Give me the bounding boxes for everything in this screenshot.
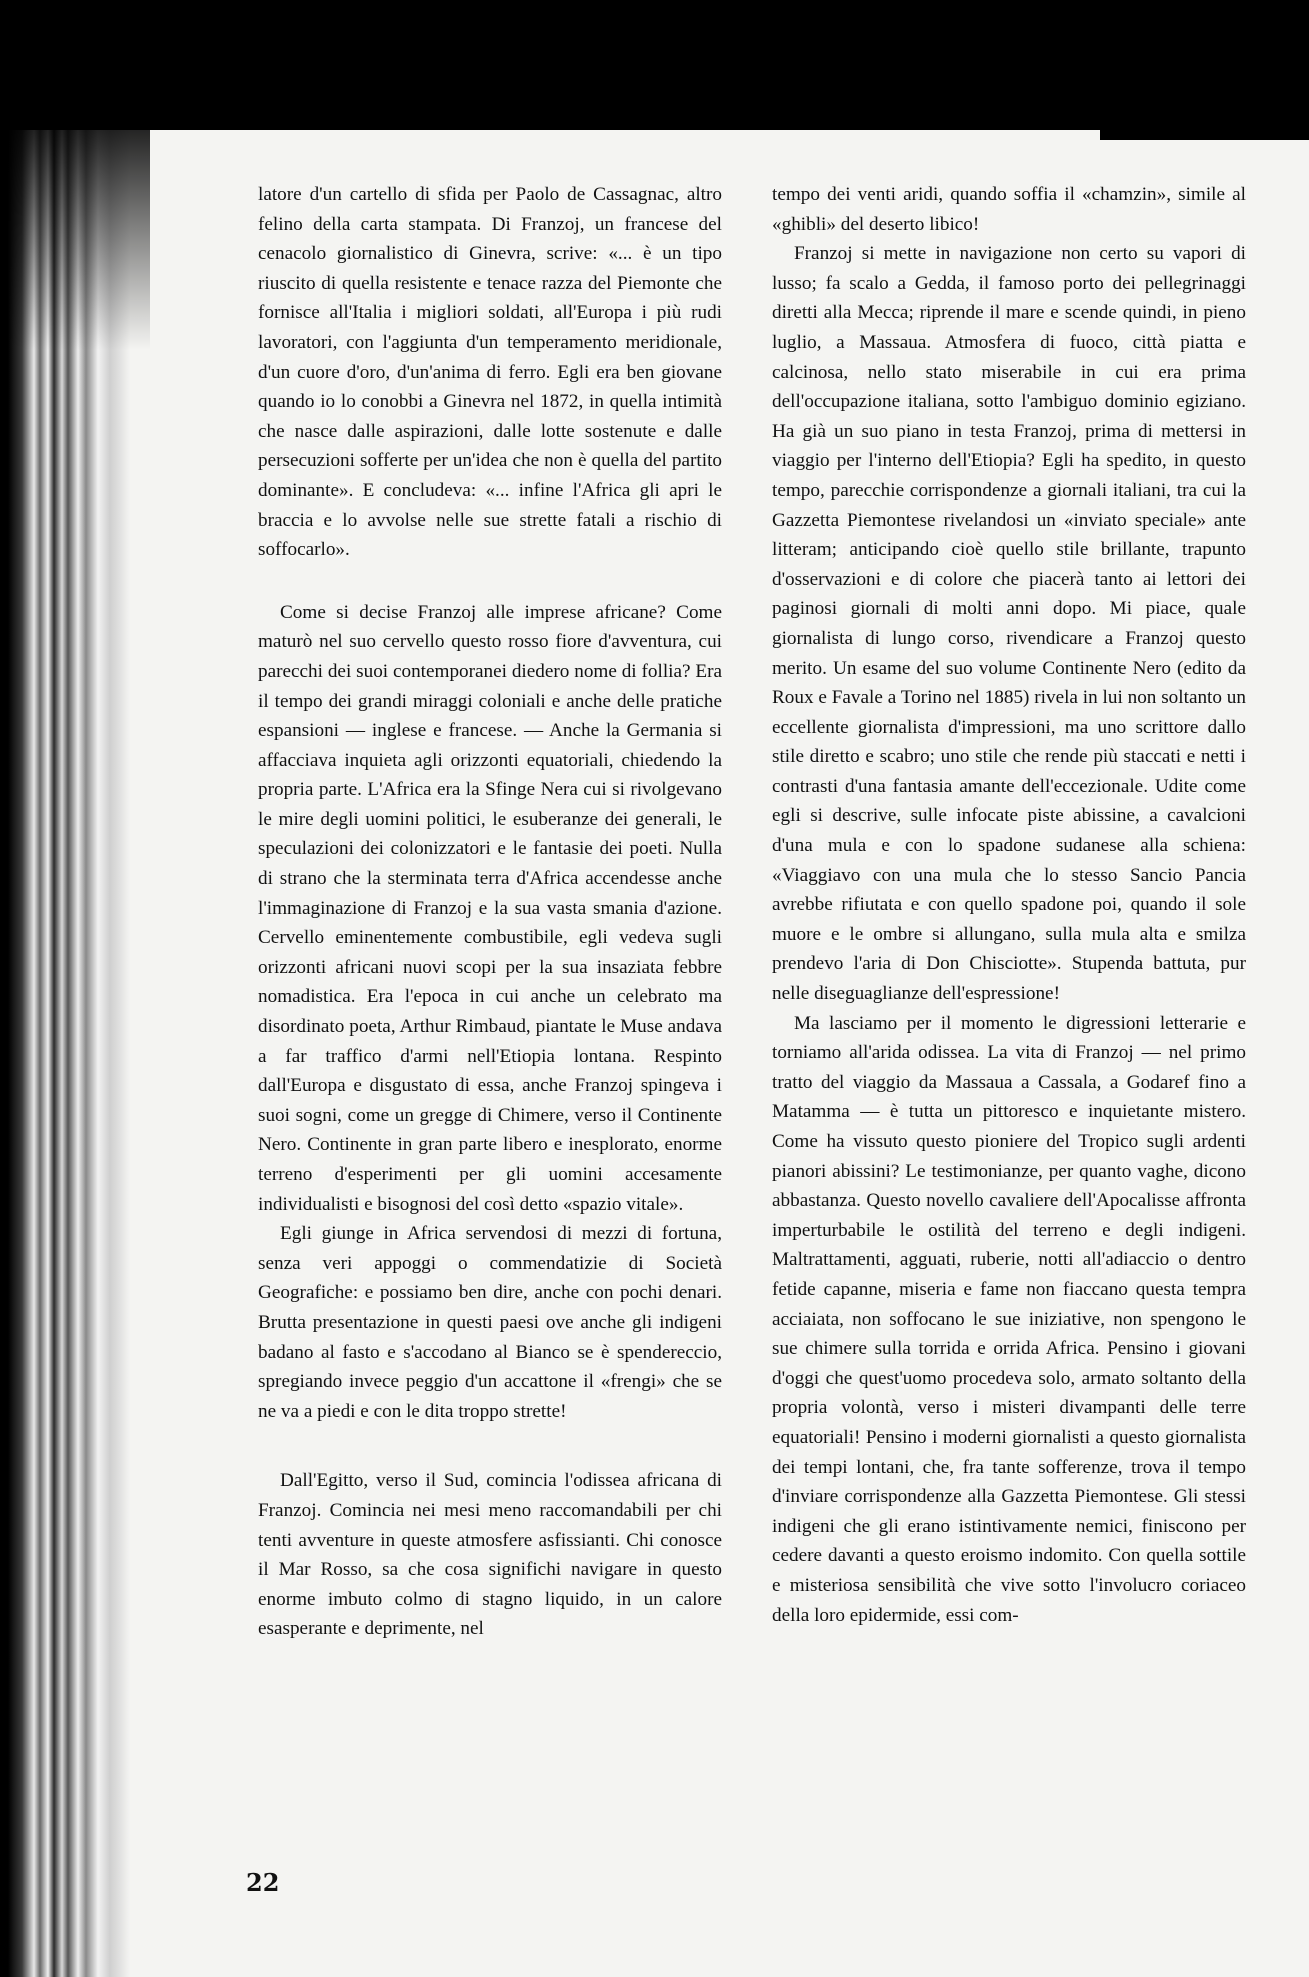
book-gutter [0,130,130,1977]
paragraph: tempo dei venti aridi, quando soffia il «chamzin», simile al «ghibli» del deserto libico! [772,184,1246,235]
paragraph: Dall'Egitto, verso il Sud, comincia l'odissea africana di Franzoj. Comincia nei mesi meno raccomandabili per chi tenti avventure in queste atmosfere asfissianti. Chi conosce il Mar Rosso, sa che cosa significhi navigare in questo enorme imbuto colmo di stagno liquido, in un calore esasperante e deprimente, nel [258,1470,722,1640]
paragraph: Franzoj si mette in navigazione non certo su vapori di lusso; fa scalo a Gedda, il famoso porto dei pellegrinaggi diretti alla Mecca; riprende il mare e scende quindi, in pieno luglio, a Massaua. Atmosfera di fuoco, città piatta e calcinosa, nello stato miserabile in cui era prima dell'occupazione italiana, sotto l'ambiguo dominio egiziano. Ha già un suo piano in testa Franzoj, prima di mettersi in viaggio per l'interno dell'Etiopia? Egli ha spedito, in questo tempo, parecchie corrispondenze a giornali italiani, tra cui la Gazzetta Piemontese rivelandosi un «inviato speciale» ante litteram; anticipando cioè quello stile brillante, trapunto d'osservazioni e di colore che piacerà tanto ai lettori dei paginosi giornali di molti anni dopo. Mi piace, quale giornalista di lungo corso, rivendicare a Franzoj questo merito. Un esame del suo volume Continente Nero (edito da Roux e Favale a Torino nel 1885) rivela in lui non soltanto un eccellente giornalista d'impressioni, ma uno scrittore dallo stile diretto e scabro; uno stile che rende più staccati e netti i contrasti d'una fantasia amante dell'eccezionale. Udite come egli si descrive, sulle infocate piste abissine, a cavalcioni d'una mula e con lo spadone sudanese alla schiena: «Viaggiavo con una mula che lo stesso Sancio Pancia avrebbe rifiutata e con quello spadone poi, quando il sole muore e le ombre si allungano, sulla mula alta e smilza prendevo l'aria di Don Chisciotte». Stupenda battuta, pur nelle diseguaglianze dell'espressione! [772,243,1246,1005]
left-column [258,180,722,1644]
paragraph: latore d'un cartello di sfida per Paolo de Cassagnac, altro felino della carta stampata. Di Franzoj, un francese del cenacolo giornalistico di Ginevra, scrive: «... è un tipo riuscito di quella resistente e tenace razza del Piemonte che fornisce all'Italia i migliori soldati, all'Europa i più rudi lavoratori, con l'aggiunta d'un temperamento meridionale, d'un cuore d'oro, d'un'anima di ferro. Egli era ben giovane quando io lo conobbi a Ginevra nel 1872, in quella intimità che nasce dalle aspirazioni, dalle lotte sostenute e dalle persecuzioni sofferte per un'idea che non è quella del partito dominante». E concludeva: «... infine l'Africa gli apri le braccia e lo avvolse nelle sue strette fatali a rischio di soffocarlo». [258,184,722,561]
scan-background [1100,0,1309,140]
paragraph: Come si decise Franzoj alle imprese africane? Come maturò nel suo cervello questo rosso fiore d'avventura, cui parecchi dei suoi contemporanei diedero nome di follia? Era il tempo dei grandi miraggi coloniali e anche delle pratiche espansioni — inglese e francese. — Anche la Germania si affacciava inquieta agli orizzonti equatoriali, chiedendo la propria parte. L'Africa era la Sfinge Nera cui si rivolgevano le mire degli uomini politici, le esuberanze dei generali, le speculazioni dei colonizzatori e le fantasie dei poeti. Nulla di strano che la sterminata terra d'Africa accendesse anche l'immaginazione di Franzoj e la sua vasta smania d'azione. Cervello eminentemente combustibile, egli vedeva sugli orizzonti africani nuovi scopi per la sua insaziata febbre nomadistica. Era l'epoca in cui anche un celebrato ma disordinato poeta, Arthur Rimbaud, piantate le Muse andava a far traffico d'armi nell'Etiopia lontana. Respinto dall'Europa e disgustato di essa, anche Franzoj spingeva i suoi sogni, come un gregge di Chimere, verso il Continente Nero. Continente in gran parte libero e inesplorato, enorme terreno d'esperimenti per gli uomini accesamente individualisti e bisognosi del così detto «spazio vitale». [258,601,722,1215]
page-number: 22 [246,1868,280,1897]
paragraph: Ma lasciamo per il momento le digressioni letterarie e torniamo all'arida odissea. La vita di Franzoj — nel primo tratto del viaggio da Massaua a Cassala, a Godaref fino a Matamma — è tutta un pittoresco e inquietante mistero. Come ha vissuto questo pioniere del Tropico sugli ardenti pianori abissini? Le testimonianze, per quanto vaghe, dicono abbastanza. Questo novello cavaliere dell'Apocalisse affronta imperturbabile le ostilità del terreno e degli indigeni. Maltrattamenti, agguati, ruberie, notti all'adiaccio o dentro fetide capanne, miseria e fame non fiaccano questa tempra acciaiata, non soffocano le sue iniziative, non spengono le sue chimere sulla torrida e orrida Africa. Pensino i giovani d'oggi che quest'uomo procedeva solo, armato soltanto della propria volontà, verso i misteri divampanti delle terre equatoriali! Pensino i moderni giornalisti a questo giornalista dei tempi lontani, che, fra tante sofferenze, trova il tempo d'inviare corrispondenze alla Gazzetta Piemontese. Gli stessi indigeni che gli erano istintivamente nemici, finiscono per cedere davanti a questo eroismo indomito. Con quella sottile e misteriosa sensibilità che vive sotto l'involucro coriaceo della loro epidermide, essi com- [772,1012,1246,1626]
paragraph: Egli giunge in Africa servendosi di mezzi di fortuna, senza veri appoggi o commendatizie di Società Geografiche: e possiamo ben dire, anche con pochi denari. Brutta presentazione in questi paesi ove anche gli indigeni badano al fasto e s'accodano al Bianco se è spendereccio, spregiando invece peggio d'un accattone il «frengi» che se ne va a piedi e con le dita troppo strette! [258,1223,722,1422]
gutter-shadow [0,130,150,350]
right-column [772,180,1246,1630]
